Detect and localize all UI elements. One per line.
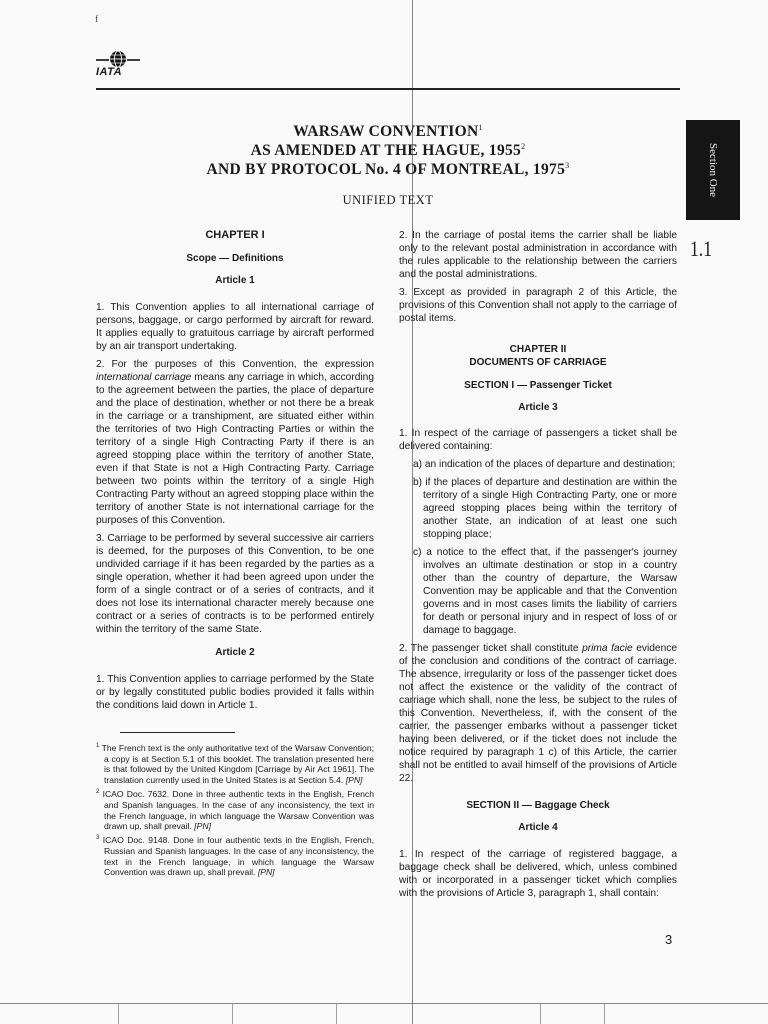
subtitle: UNIFIED TEXT (342, 193, 434, 207)
article-heading: Article 3 (518, 402, 558, 413)
footnote-tag: [PN] (194, 821, 211, 832)
paragraph-text: evidence of the conclusion and conditions of the contract of carriage. The absence, irregularity or loss of the passenger ticket does not affect the existence or the validity of the contract of carriage which shall, none the less, be subject to the rules of this Convention. Nevertheless, if, with the consent of the carrier, the passenger embarks without a passenger ticket having been delivered, or if the ticket does not include the notice required by paragraph 1 c) of this Article, the carrier shall not be entitled to avail himself of the provisions of Article 22. (399, 643, 677, 784)
paragraph-text: 2. The passenger ticket shall constitute (399, 643, 583, 654)
right-column (399, 229, 677, 905)
title-text: AND BY PROTOCOL No. 4 OF MONTREAL, 1975 (206, 161, 566, 179)
scan-tick (540, 1004, 541, 1024)
title-text: AS AMENDED AT THE HAGUE, 1955 (250, 142, 522, 160)
footnote-number: 1 (96, 743, 100, 749)
footnote-text: ICAO Doc. 9148. Done in four authentic texts in the English, French, Russian and Spanish languages. In the case of any inconsistency, the text in the French language, in which language the Warsaw Convention was drawn up, shall prevail. (99, 834, 374, 878)
paragraph-text: means any carriage in which, according to the agreement between the parties, the place of departure and the place of destination, whether or not there be a break in the carriage or a transhipment, are situated either within the territories of two High Contracting Parties or within the territory of a single High Contracting Party if there is an agreed stopping place within the territory of another State, even if that State is not a High Contracting Party. Carriage between two points within the territory of a single High Contracting Party without an agreed stopping place within the territory of another State is not international carriage for the purposes of this Convention. (96, 372, 374, 526)
scan-tick (336, 1004, 337, 1024)
scan-tick (232, 1004, 233, 1024)
footnote-number: 3 (96, 835, 100, 842)
paragraph (399, 642, 677, 785)
title-text: WARSAW CONVENTION (293, 123, 479, 141)
article-heading: Article 4 (518, 822, 558, 833)
footnote (96, 787, 374, 832)
footnote-ref: 1 (478, 123, 483, 132)
chapter-scope: Scope — Definitions (186, 253, 284, 264)
footnote-number: 2 (96, 789, 100, 796)
title-line-3 (96, 156, 680, 179)
defined-term: international carriage (96, 372, 192, 383)
header-rule (96, 88, 680, 90)
footnote (96, 741, 374, 786)
section-tab (686, 120, 740, 220)
paragraph: 3. Except as provided in paragraph 2 of this Article, the provisions of this Convention shall not apply to the carriage of postal items. (399, 287, 677, 324)
section-tab-label: Section One (707, 142, 719, 198)
chapter-heading: CHAPTER II (509, 344, 567, 355)
footnote-text: ICAO Doc. 7632. Done in three authentic texts in the English, French and Spanish languages. In the case of any inconsistency, the text in the French language, in which language the Warsaw Convention was drawn up, shall prevail. (99, 788, 374, 832)
chapter-heading: CHAPTER I (205, 229, 265, 241)
footnotes (96, 741, 374, 879)
list-item: a) an indication of the places of departure and destination; (413, 459, 676, 470)
logo-text: IATA (96, 66, 123, 78)
section-number: 1.1 (690, 236, 712, 261)
footnote-text: The French text is the only authoritative text of the Warsaw Convention; a copy is at Section 5.1 of this booklet. The translation presented here is that followed by the United Kingdom [Carriage by Air Act 1961]. The translation currently used in the United States is at Section 5.4. (99, 742, 374, 786)
scan-bottom-rule (0, 1003, 768, 1004)
paragraph: 1. In respect of the carriage of registered baggage, a baggage check shall be delivered, which, unless combined with or incorporated in a passenger ticket which complies with the provisions of Article 3, paragraph 1, shall contain: (399, 849, 677, 899)
page-number: 3 (665, 932, 673, 947)
section-heading: SECTION I — Passenger Ticket (464, 380, 612, 391)
paragraph: 1. This Convention applies to all international carriage of persons, baggage, or cargo performed by aircraft for reward. It applies equally to gratuitous carriage by aircraft performed by an air transport undertaking. (96, 302, 374, 352)
footnote-tag: [PN] (257, 867, 275, 878)
paragraph: 3. Carriage to be performed by several successive air carriers is deemed, for the purposes of this Convention, to be one undivided carriage if it has been regarded by the parties as a single operation, whether it had been agreed upon under the form of a single contract or of a series of contracts, and it does not lose its international character merely because one contract or a series of contracts is to be performed entirely within the territory of the same State. (96, 533, 375, 635)
left-column (96, 229, 374, 717)
footnote (96, 833, 374, 878)
chapter-title: DOCUMENTS OF CARRIAGE (469, 357, 607, 368)
footnote-tag: [PN] (345, 775, 363, 786)
paragraph: 1. In respect of the carriage of passengers a ticket shall be delivered containing: (399, 428, 677, 452)
footnote-ref: 2 (521, 142, 526, 151)
article-heading: Article 1 (215, 275, 255, 286)
scan-tick (118, 1004, 119, 1024)
scan-tick (604, 1004, 605, 1024)
paragraph: 2. In the carriage of postal items the carrier shall be liable only to the relevant postal administration in accordance with the rules applicable to the relationship between the carriers and the postal administrations. (399, 230, 677, 280)
list-item: b) if the places of departure and destination are within the territory of a single High Contracting Party, one or more agreed stopping places being within the territory of another State, an indication of at least one such stopping place; (413, 477, 677, 540)
paragraph-text: 2. For the purposes of this Convention, the expression (96, 359, 374, 370)
list-item: c) a notice to the effect that, if the passenger's journey involves an ultimate destination or stop in a country other than the country of departure, the Warsaw Convention may be applicable and that the Convention governs and in most cases limits the liability of carriers for death or personal injury and in respect of loss of or damage to baggage. (413, 547, 677, 636)
article-heading: Article 2 (215, 647, 255, 658)
latin-term: prima facie (582, 643, 633, 654)
paragraph: 1. This Convention applies to carriage performed by the State or by legally constituted public bodies provided it falls within the conditions laid down in Article 1. (96, 674, 374, 711)
footnote-rule (120, 732, 235, 733)
paragraph (96, 358, 374, 527)
stray-mark: f (95, 14, 98, 24)
footnote-ref: 3 (565, 161, 570, 170)
section-heading: SECTION II — Baggage Check (466, 800, 610, 811)
